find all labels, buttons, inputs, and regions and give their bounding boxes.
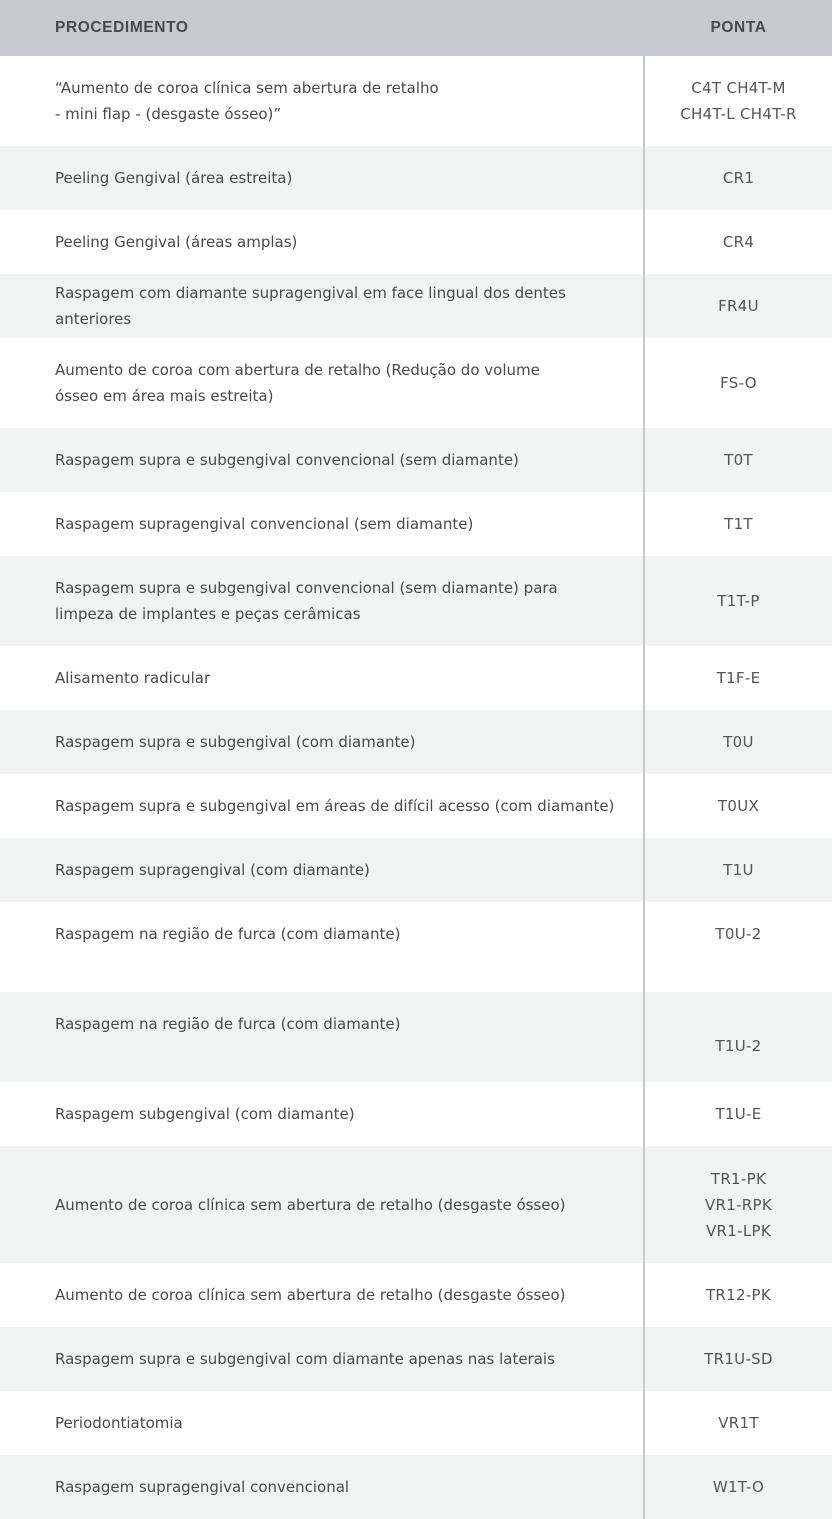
table-header (0, 0, 832, 56)
procedimento-cell: Raspagem na região de furca (com diamante) (0, 902, 645, 992)
table-row (0, 992, 832, 1082)
procedimento-cell: Alisamento radicular (0, 646, 645, 710)
procedimento-cell: “Aumento de coroa clínica sem abertura de retalho - mini flap - (desgaste ósseo)” (0, 56, 645, 146)
procedimento-cell: Raspagem supragengival (com diamante) (0, 838, 645, 902)
ponta-cell: W1T-O (712, 1478, 765, 1496)
ponta-cell: T1F-E (716, 669, 761, 687)
procedimento-cell: Aumento de coroa clínica sem abertura de retalho (desgaste ósseo) (0, 1263, 645, 1327)
procedimento-cell: Raspagem supra e subgengival convencional (sem diamante) (0, 428, 645, 492)
ponta-cell: T1T (724, 515, 753, 533)
ponta-cell: T1T-P (717, 592, 760, 610)
table-row (0, 1455, 832, 1519)
table-row (0, 556, 832, 646)
column-header-procedimento: PROCEDIMENTO (55, 19, 189, 36)
table-row (0, 774, 832, 838)
table-row (0, 146, 832, 210)
table-row (0, 492, 832, 556)
table-row (0, 710, 832, 774)
ponta-cell: FR4U (718, 297, 759, 315)
ponta-cell: TR1-PK VR1-RPK VR1-LPK (704, 1169, 773, 1240)
ponta-cell: TR12-PK (705, 1286, 772, 1304)
table-row (0, 1327, 832, 1391)
table-row (0, 428, 832, 492)
ponta-cell: CR1 (722, 169, 755, 187)
procedimento-cell: Peeling Gengival (áreas amplas) (0, 210, 645, 274)
procedimento-cell: Raspagem subgengival (com diamante) (0, 1082, 645, 1146)
table-row (0, 838, 832, 902)
ponta-cell: T1U (723, 861, 754, 879)
table-row (0, 646, 832, 710)
table-row (0, 1146, 832, 1263)
table-row (0, 338, 832, 428)
procedimento-cell: Raspagem supragengival convencional (0, 1455, 645, 1519)
procedimento-cell: Raspagem supra e subgengival com diamante apenas nas laterais (0, 1327, 645, 1391)
table-row (0, 274, 832, 338)
procedimento-cell: Raspagem supragengival convencional (sem diamante) (0, 492, 645, 556)
ponta-cell: T0T (724, 451, 753, 469)
ponta-cell: VR1T (718, 1414, 759, 1432)
procedimento-cell: Raspagem supra e subgengival convencional (sem diamante) para limpeza de implantes e peças cerâmicas (0, 556, 645, 646)
ponta-cell: T1U-2 (715, 1037, 762, 1055)
table-row (0, 902, 832, 992)
ponta-cell: T1U-E (715, 1105, 762, 1123)
ponta-cell: T0U (723, 733, 754, 751)
procedimento-cell: Aumento de coroa com abertura de retalho (Redução do volume ósseo em área mais estreita) (0, 338, 645, 428)
procedimento-cell: Peeling Gengival (área estreita) (0, 146, 645, 210)
table-row (0, 1391, 832, 1455)
ponta-cell: FS-O (720, 374, 757, 392)
table-row (0, 210, 832, 274)
table-row (0, 1082, 832, 1146)
table-row (0, 56, 832, 146)
procedimento-cell: Aumento de coroa clínica sem abertura de retalho (desgaste ósseo) (0, 1146, 645, 1263)
column-header-ponta: PONTA (710, 19, 767, 36)
ponta-cell: T0U-2 (715, 925, 762, 943)
procedimento-cell: Raspagem na região de furca (com diamante) (0, 992, 645, 1082)
ponta-cell: T0UX (717, 797, 760, 815)
ponta-cell: CR4 (722, 233, 755, 251)
table-row (0, 1263, 832, 1327)
ponta-cell: C4T CH4T-M CH4T-L CH4T-R (680, 79, 797, 123)
procedimento-cell: Raspagem supra e subgengival (com diamante) (0, 710, 645, 774)
ponta-cell: TR1U-SD (704, 1350, 773, 1368)
procedimento-cell: Raspagem com diamante supragengival em face lingual dos dentes anteriores (0, 274, 645, 338)
procedimento-cell: Periodontiatomia (0, 1391, 645, 1455)
procedimento-cell: Raspagem supra e subgengival em áreas de difícil acesso (com diamante) (0, 774, 645, 838)
